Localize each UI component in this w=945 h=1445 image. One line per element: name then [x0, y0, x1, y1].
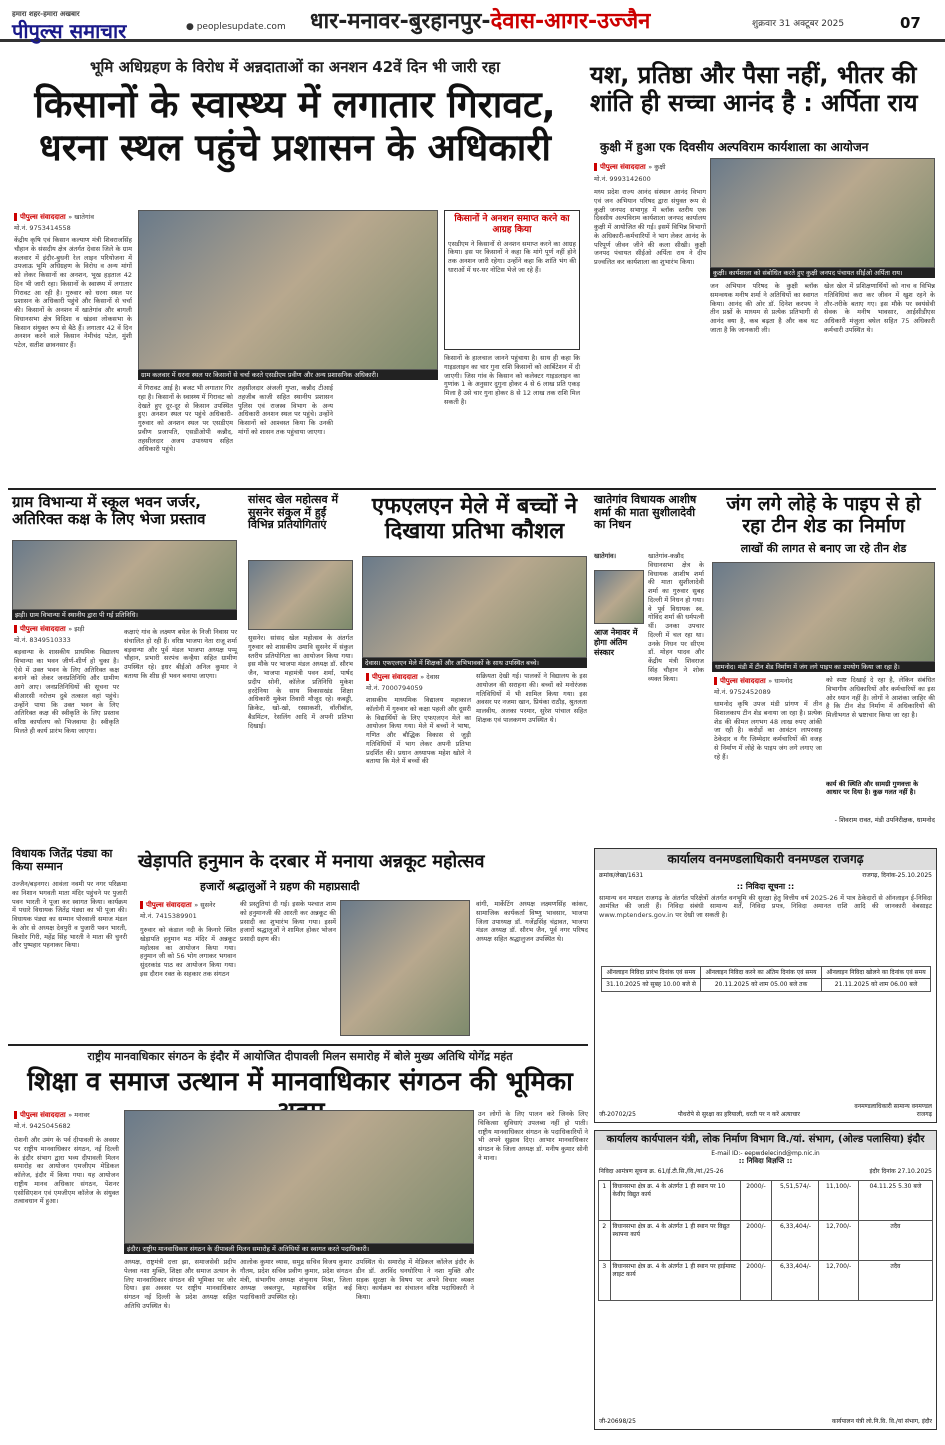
- s9-deck: हजारों श्रद्धालुओं ने ग्रहण की महाप्रसादी: [200, 880, 360, 893]
- lead-kicker: भूमि अधिग्रहण के विरोध में अन्नदाताओं का अनशन 42वें दिन भी जारी रहा: [89, 58, 501, 76]
- tender1-date: राजगढ़, दिनांक-25.10.2025: [862, 872, 932, 879]
- tender1-foot-left: जी-20702/25: [599, 1110, 636, 1118]
- tender2-cell-date: 04.11.25 5.30 बजे: [858, 1181, 932, 1221]
- s10-photo: [124, 1110, 474, 1244]
- tender1-table: [601, 966, 931, 992]
- divider: [8, 1044, 588, 1046]
- s9-photo: [340, 900, 470, 1036]
- lead-headline: किसानों के स्वास्थ्य में लगातार गिरावट, धरना स्थल पहुंचे प्रशासन के अधिकारी: [34, 83, 556, 169]
- s5-caption: देवास। एफएलएन मेले में शिक्षकों और अभिभावकों के साथ उपस्थित बच्चे।: [362, 658, 587, 668]
- story2-caption: कुक्षी। कार्यशाला को संबोधित करते हुए कुक्षी जनपद पंचायत सीईओ अर्पिता राय।: [710, 268, 935, 278]
- lead-col3: तहसीलदार अंजली गुप्ता, कन्नौद टीआई तहजीब काजी सहित स्थानीय प्रशासन पुलिस एवं राजस्व विभाग के अन्य अधिकारी अनशन स्थल पर पहुंचे। उन्होंने किसानों को आश्वस्त किया कि उनकी मांगों को शासन तक पहुंचाया जाएगा।: [238, 384, 333, 436]
- s4-headline: सांसद खेल महोत्सव में सुसनेर संकुल में हुईं विभिन्न प्रतियोगिताएं: [248, 493, 339, 532]
- lead-mobile: मो.नं. 9753414558: [14, 224, 71, 232]
- tender2-cell-no: 3: [599, 1261, 611, 1301]
- tender2-cell-cost: 2000/-: [740, 1261, 772, 1301]
- s5-body: शासकीय माध्यमिक विद्यालय महाकाल कॉलोनी में गुरुवार को कक्षा पहली और दूसरी के विद्यार्थियों के लिए एफएलएन मेले का आयोजन किया गया। मेले में बच्चों ने भाषा, गणित और बौद्धिक विकास से जुड़ी गतिविधियों में भाग लेकर अपनी प्रतिभा प्रदर्शित की। प्रधान अध्यापक महेश खोले ने बताया कि मेले में बच्चों की: [366, 696, 471, 766]
- edition-title: धार-मनावर-बुरहानपुर-देवास-आगर-उज्जैन: [310, 9, 651, 34]
- lead-col2: में गिरावट आई है। बजट भी लगातार गिर रहा है। किसानों के स्वास्थ्य में गिरावट को देखते हुए दूर-दूर से किसान उपस्थित हुए। अनशन स्थल पर पहुंचे अधिकारी- गुरुवार को अनशन स्थल पर एसडीएम प्रवीण प्रजापति, एसडीओपी कन्नौद, तहसीलदार अजय उपाध्याय सहित अधिकारी पहुंचे।: [138, 384, 233, 454]
- tender1-ref: क्रमांक/लेखा/1631: [599, 872, 644, 879]
- masthead: [0, 0, 945, 42]
- s10-col4: उपस्थित थे। समारोह में मेडिकल कॉलेज इंदौर के डीन डॉ. अरविंद घनघोरिया ने नशा मुक्ति और सड़क सुरक्षा के विषय पर अपने विचार व्यक्त किए। कार्यक्रम का संचालन वरिष्ठ पदाधिकारी ने किया।: [356, 1258, 474, 1302]
- lead-photo: [138, 210, 438, 370]
- s3-headline: ग्राम विभान्या में स्कूल भवन जर्जर, अतिरिक्त कक्ष के लिए भेजा प्रस्ताव: [12, 493, 206, 529]
- s7-col2: को स्पष्ट दिखाई दे रहा है, लेकिन संबंधित विभागीय अधिकारियों और कर्मचारियों का इस ओर ध्यान नहीं है। लोगों ने आशंका जाहिर की है कि टीन शेड निर्माण में अधिकारियों की मिलीभगत से भ्रष्टाचार किया जा रहा है।: [826, 676, 935, 720]
- s10-headline: शिक्षा व समाज उत्थान में मानवाधिकार संगठन की भूमिका: [27, 1067, 573, 1097]
- tender2-cell-amt: 6,33,404/-: [772, 1221, 819, 1261]
- tender2-row: [599, 1261, 933, 1301]
- tender2-cell-no: 2: [599, 1221, 611, 1261]
- tender2-notice: :: निविदा विज्ञप्ति ::: [738, 1157, 793, 1165]
- s3-col2: कक्षाएं गांव के लक्ष्मण बघेल के निजी निवास पर संचालित हो रही हैं। वरिष्ठ भाजपा नेता राजू शर्मा बड़वान्या और पूर्व मंडल भाजपा अध्यक्ष पप्पू चौहान, प्रभारी सरपंच कन्हैया सहित ग्रामीण उपस्थित रहे। इधर बीईओ अनिल कुमार ने बताया कि शीघ्र ही भवन बनाया जाएगा।: [124, 628, 237, 680]
- tender1-body: सामान्य वन मण्डल राजगढ़ के अंतर्गत परिक्षेत्रों अंतर्गत वनभूमि की सुरक्षा हेतु वित्तीय वर्ष 2025-26 में पात्र ठेकेदारों से ऑनलाइन ई-निविदा आमंत्रित की जाती हैं। निविदा संबंधी सामान्य शर्तें, निविदा प्रपत्र, निविदा अमानत राशि आदि की जानकारी वेबसाइट www.mptenders.gov.in पर देखी जा सकती है।: [599, 893, 932, 920]
- s10-caption: इंदौर। राष्ट्रीय मानवाधिकार संगठन के दीपावली मिलन समारोह में अतिथियों का स्वागत करते पदाधिकारी।: [124, 1244, 474, 1254]
- story2-byline: पीपुल्स संवाददाता » कुक्षी: [594, 162, 704, 172]
- tender2-foot-right: कार्यपालन यंत्री लो.नि.वि. वि./यां संभाग, इंदौर: [831, 1417, 932, 1425]
- tender2-cell-cost: 2000/-: [740, 1221, 772, 1261]
- divider: [8, 488, 936, 490]
- lead-col4: किसानों के हालचाल जानने पहुंचाया है। साथ ही कहा कि गाइडलाइन का चार गुना राशि किसानों को आर्बिटेशन में दी जाएगी। जिस गांव के किसान को कलेक्टर गाइडलाइन का गुणांक 1 के अनुसार दुगुना होकर 4 से 6 लाख प्रति एकड़ मिला है उसे चार गुना होकर 8 से 12 लाख तक राशि मिल सकती है।: [444, 354, 580, 406]
- story2-mobile: मो.नं. 9993142600: [594, 175, 651, 183]
- tender2-foot-left: जी-20698/25: [599, 1417, 636, 1425]
- s9-headline: खेड़ापति हनुमान के दरबार में मनाया अन्नकूट महोत्सव: [138, 851, 485, 872]
- s9-body: गुरुवार को कंडाल नदी के किनारे स्थित खेड़ापति हनुमान मठ मंदिर में अन्नकूट महोत्सव का आयोजन किया गया। हनुमान जी को 56 भोग लगाकर भगवान सुंदरकांड पाठ का आयोजन किया गया। इस दौरान रक्त के सहकार तक संगठन: [140, 926, 236, 978]
- tender2-title: कार्यालय कार्यपालन यंत्री, लोक निर्माण विभाग वि./यां. संभाग, (ओल्ड पलासिया) इंदौर: [595, 1131, 936, 1150]
- s5-photo: [362, 556, 587, 658]
- s5-headline: एफएलएन मेले में बच्चों ने दिखाया प्रतिभा कौशल: [371, 494, 578, 545]
- lead-caption: ग्राम कलवार में धरना स्थल पर किसानों से चर्चा करते एसडीएम प्रवीण और अन्य प्रशासनिक अधिकारी।: [138, 370, 438, 380]
- s10-body: रोशनी और उमंग के पर्व दीपावली के अवसर पर राष्ट्रीय मानवाधिकार संगठन, नई दिल्ली के इंदौर संभाग द्वारा भव्य दीपावली मिलन समारोह का आयोजन एमजीएम मेडिकल कॉलेज, इंदौर में किया गया। यह आयोजन राष्ट्रीय मानव अधिकार संगठन, पेंशनर एसोसिएशन एवं एमजीएम कॉलेज के संयुक्त तत्वावधान में हुआ।: [14, 1136, 119, 1206]
- s7-quote: कार्य की स्थिति और सामग्री गुणवत्ता के आधार पर दिया है। कुछ गलत नहीं है।: [826, 780, 919, 797]
- tender1-notice: :: निविदा सूचना ::: [736, 881, 795, 891]
- tender2-cell-cost: 2000/-: [740, 1181, 772, 1221]
- s10-mobile: मो.नं. 9425045682: [14, 1122, 71, 1130]
- s5-col2: सक्रियता देखी गई। पालकों ने विद्यालय के इस आयोजन की सराहना की। बच्चों को मनोरंजक गतिविधियों में भी शामिल किया गया। इस अवसर पर नजमा खान, प्रियंका राठौड़, श्रुतलता मालवीय, अलका परमार, सुरेश पांचाल सहित शिक्षक एवं पालकगण उपस्थित थे।: [476, 672, 587, 724]
- s4-photo: [248, 560, 353, 630]
- s10-col3: आलोक कुमार व्यास, समुद्र सचिव विजय कुमार गौतम, प्रदेश सचिव प्रवीण कुमार, प्रदेश संगठन मंत्री, संभागीय अध्यक्ष शंभुनाथ मिश्रा, जिला अध्यक्ष जबलपुर, महासचिव सहित कई पदाधिकारी उपस्थित रहे।: [240, 1258, 352, 1302]
- tender1-v1: 31.10.2025 को सुबह 10.00 बजे से: [602, 979, 701, 992]
- lead-byline: पीपुल्स संवाददाता » खातेगांव: [14, 212, 194, 222]
- s3-caption: झड़ी। ग्राम विभान्या में स्थानीय द्वारा पी गई प्रतिनिधि।: [12, 610, 237, 620]
- tender1-h2: ऑनलाइन निविदा करने का अंतिम दिनांक एवं समय: [701, 966, 822, 979]
- tender2-box: [594, 1130, 937, 1430]
- story2-headline: यश, प्रतिष्ठा और पैसा नहीं, भीतर की शांति ही सच्चा आनंद है : अर्पिता राय: [590, 61, 918, 117]
- s9-mobile: मो.नं. 7415389901: [140, 912, 197, 920]
- tender2-table: [598, 1180, 933, 1301]
- lead-body: केंद्रीय कृषि एवं किसान कल्याण मंत्री शिवराजसिंह चौहान के संसदीय क्षेत्र अंतर्गत देवास जिले के ग्राम कलवार में इंदौर-बुधनी रेल लाइन परियोजना में उपजाऊ भूमि अधिग्रहण के विरोध व अन्य मांगों को लेकर किसानों का अनशन, भूख हड़ताल 42 दिन भी जारी रहा। किसानों के स्वास्थ्य में लगातार गिरावट आ रही है। गुरुवार को धरना स्थल पर प्रशासन के अधिकारी पहुंचे और किसानों से चर्चा की। किसानों के अनशन में खातेगांव और बागली विधानसभा क्षेत्र विदिशा व खंडवा लोकसभा के किसान संयुक्त रूप से बैठे हैं। लगातार 42 वें दिन अनशन करने वाले किसान नेमीचंद पटेल, मुंशी पटेल, सतीश छावनसार हैं।: [14, 236, 132, 350]
- s9-col2: की प्रस्तुतियां दी गई। इसके पश्चात शाम को हनुमानजी की आरती कर अन्नकूट की प्रसादी का शुभारंभ किया गया। इसमें हजारों श्रद्धालुओं ने शामिल होकर भोजन प्रसादी ग्रहण की।: [240, 900, 336, 944]
- tender2-cell-amt: 6,33,404/-: [772, 1261, 819, 1301]
- s6-byline: खातेगांव।: [594, 552, 617, 560]
- s7-byline: पीपुल्स संवाददाता » धामनोद: [714, 676, 793, 686]
- tender2-email: E-mail ID:- eepwdelecind@mp.nic.in: [711, 1149, 820, 1157]
- tender1-h1: ऑनलाइन निविदा प्रारंभ दिनांक एवं समय: [602, 966, 701, 979]
- s3-body: बड़वान्या के शासकीय प्राथमिक विद्यालय विभान्या का भवन जीर्ण-शीर्ण हो चुका है। ऐसे में उक्त भवन के लिए अतिरिक्त कक्ष बनाने को लेकर जनप्रतिनिधि और ग्रामीण आगे आए। जनप्रतिनिधियों की सूचना पर बीआरसी नरोत्तम दुबे तत्काल वहां पहुंचे। उन्होंने पाया कि उक्त भवन के लिए अतिरिक्त कक्ष की स्वीकृति के लिए प्रस्ताव वरिष्ठ कार्यालय को भिजवाया है। स्वीकृति मिलते ही कार्य प्रारंभ किया जाएगा।: [14, 648, 119, 735]
- s6-photo-caption: आज नेमावर में होगा अंतिम संस्कार: [594, 628, 638, 657]
- s3-byline: पीपुल्स संवाददाता » झड़ी: [14, 624, 84, 634]
- sidebox-title: किसानों ने अनशन समाप्त करने का आग्रह किया: [454, 214, 570, 236]
- story2-photo: [710, 158, 935, 268]
- tender1-v3: 21.11.2025 को शाम 06.00 बजे: [822, 979, 931, 992]
- s9-byline: पीपुल्स संवाददाता » सुसनेर: [140, 900, 215, 910]
- s6-headline: खातेगांव विधायक आशीष शर्मा की माता सुशीलादेवी का निधन: [594, 493, 697, 532]
- tender2-cell-date: तदैव: [858, 1261, 932, 1301]
- lead-sidebox: [444, 210, 580, 350]
- tender2-date: इंदौर दिनांक 27.10.2025: [869, 1167, 932, 1175]
- tender2-cell-date: तदैव: [858, 1221, 932, 1261]
- tender2-cell-desc: विधानसभा क्षेत्र क्र. 4 के अंतर्गत 1 ही स्थान पर 10 केवीए विद्युत कार्य: [610, 1181, 740, 1221]
- s7-body: धामनोद कृषि उपज मंडी प्रांगण में तीन विशालकाय टीन शेड बनाया जा रहा है। प्रत्येक शेड की कीमत लगभग 48 लाख रुपए आंकी जा रही है। करोड़ों का आवंटन लापरवाह ठेकेदार व गैर जिम्मेदार कर्मचारियों की वजह से निर्माण में लोहे के पाइप जंग लगे लगाए जा रहे हैं।: [714, 700, 822, 761]
- issue-date: शुक्रवार 31 अक्टूबर 2025: [752, 19, 845, 29]
- tender2-ref: निविदा आमंत्रण सूचना क्र. 61/ई.टी.सि./वि./यां./25-26: [599, 1167, 724, 1175]
- tender1-title: कार्यालय वनमण्डलाधिकारी वनमण्डल राजगढ़: [595, 849, 936, 870]
- tender2-cell-desc: विधानसभा क्षेत्र क्र. 4 के अंतर्गत 1 ही स्थान पर हाईमास्ट लाइट कार्य: [610, 1261, 740, 1301]
- s3-photo: [12, 540, 237, 610]
- s10-kicker: राष्ट्रीय मानवाधिकार संगठन के इंदौर में आयोजित दीपावली मिलन समारोह में बोले मुख्य अतिथि योगेंद्र महंत: [87, 1050, 513, 1063]
- tender2-cell-amt: 5,51,574/-: [772, 1181, 819, 1221]
- s5-mobile: मो.नं. 7000794059: [366, 684, 423, 692]
- s10-col2: अध्यक्ष, राष्ट्रमंत्री दत्ता झा, समाजसेवी प्रदीप पेलवा नशा मुक्ति, शिक्षा और समाज उत्थान के लिए मानवाधिकार संगठन की भूमिका पर जोर दिया। इस अवसर पर राष्ट्रीय मानवाधिकार संगठन नई दिल्ली के प्रदेश अध्यक्ष सहित अतिथि उपस्थित थे।: [124, 1258, 236, 1310]
- tender2-cell-dep: 11,100/-: [819, 1181, 858, 1221]
- tender2-cell-dep: 12,700/-: [819, 1221, 858, 1261]
- s10-byline: पीपुल्स संवाददाता » मनावर: [14, 1110, 90, 1120]
- story2-body: मध्य प्रदेश राज्य आनंद संस्थान आनंद विभाग एवं जन अभियान परिषद द्वारा संयुक्त रूप से कुक्षी जनपद सभागृह में ब्लॉक स्तरीय एक दिवसीय अल्पविराम कार्यशाला जनपद कार्यालय कुक्षी में आयोजित की गई। इसमें विभिन्न विभागों के अधिकारी-कर्मचारियों ने भाग लेकर आनंद के परिपूर्ण जीवन जीने की कला सीखी। कुक्षी जनपद पंचायत सीईओ अर्पिता राय ने दीप प्रज्वलित कर कार्यशाला का शुभारंभ किया।: [594, 188, 706, 267]
- tender2-row: [599, 1221, 933, 1261]
- s6-body: खातेगांव-कन्नौद विधानसभा क्षेत्र के विधायक आशीष शर्मा की माता सुशीलादेवी शर्मा का गुरुवार सुबह दिल्ली में निधन हो गया। वे पूर्व विधायक स्व. गोविंद शर्मा की धर्मपत्नी थीं। उनका उपचार दिल्ली में चल रहा था। उनके निधन पर सीएम डॉ. मोहन यादव और केंद्रीय मंत्री शिवराज सिंह चौहान ने शोक व्यक्त किया।: [648, 552, 704, 683]
- s7-mobile: मो.नं. 9752452089: [714, 688, 771, 696]
- tender1-box: [594, 848, 937, 1123]
- website-url[interactable]: ● peoplesupdate.com: [186, 22, 286, 32]
- tender1-h3: ऑनलाइन निविदा खोलने का दिनांक एवं समय: [822, 966, 931, 979]
- s7-caption: धामनोद। मंडी में टीन शेड निर्माण में जंग लगे पाइप का उपयोग किया जा रहा है।: [712, 662, 935, 672]
- newspaper-logo: हमारा शहर-हमारा अखबार पीपुल्स समाचार: [12, 10, 127, 43]
- s9-col3: वांगी, मार्केटिंग अध्यक्ष लक्ष्मणसिंह कांकर, सामाजिक कार्यकर्ता विष्णु भावसार, भाजपा जिला उपाध्यक्ष डॉ. गजेंद्रसिंह चंद्रावत, भाजपा मंडल अध्यक्ष डॉ. सौरभ जैन, पूर्व नगर परिषद अध्यक्ष सहित श्रद्धालुजन उपस्थित थे।: [476, 900, 588, 944]
- s5-byline: पीपुल्स संवाददाता » देवास: [366, 672, 439, 682]
- s4-body: सुसनेर। सांसद खेल महोत्सव के अंतर्गत गुरुवार को शासकीय उमावि सुसनेर में संकुल स्तरीय प्रतियोगिता का आयोजन किया गया। इस मौके पर भाजपा मंडल अध्यक्ष डॉ. सौरभ जैन, भाजपा महामंत्री पवन शर्मा, पार्षद प्रदीप सोनी, कॉलेज प्रतिनिधि मुकेश हरदेनिया के साथ विकासखंड शिक्षा अधिकारी मुकेश तिवारी मौजूद रहे। कबड्डी, क्रिकेट, खो-खो, रस्साकशी, वॉलीबॉल, बैडमिंटन, रेसलिंग आदि में अपनी प्रतिभा दिखाई।: [248, 634, 353, 730]
- s8-headline: विधायक जितेंद्र पंड्या का किया सम्मान: [12, 847, 113, 873]
- story2-col3: खेल खेल में प्रशिक्षणार्थियों को नाच व विभिन्न गतिविधियां करा कर जीवन में खुश रहने के तौर-तरीके बताए गए। इस मौके पर स्वयंसेवी सेवक के मनीष भावसार, आईसीडीएस अधिकारी मंजुला बघेल सहित 75 अधिकारी कर्मचारी उपस्थित थे।: [824, 282, 935, 334]
- tender1-v2: 20.11.2025 को शाम 05.00 बजे तक: [701, 979, 822, 992]
- s7-deck: लाखों की लागत से बनाए जा रहे तीन शेड: [740, 542, 907, 555]
- tender2-cell-desc: विधानसभा क्षेत्र क्र. 4 के अंतर्गत 1 ही स्थान पर विद्युत स्थापना कार्य: [610, 1221, 740, 1261]
- s3-mobile: मो.नं. 8349510333: [14, 636, 71, 644]
- sidebox-body: एसडीएम ने किसानों से अनशन समाप्त करने का आग्रह किया। इस पर किसानों ने कहा कि मांगे पूर्ण नहीं होने तक अनशन जारी रहेगा। उन्होंने कहा कि शांति भंग की धाराओं में घर-घर नोटिस भेजे जा रहे हैं।: [448, 239, 576, 274]
- tender2-cell-dep: 12,700/-: [819, 1261, 858, 1301]
- s10-col5: उन लोगों के लिए पालन करे जिनके लिए चिकित्सा सुविधाएं उपलब्ध नहीं हो पाती। राष्ट्रीय मानवाधिकार संगठन के पदाधिकारियों ने भी अपने सुझाव दिए। आभार मानवाधिकार संगठन के जिला अध्यक्ष डॉ. मनीष कुमार सोनी ने माना।: [478, 1110, 588, 1162]
- s8-body: उज्जैन/बड़नगर। आवंला नवमी पर नगर परिक्रमा का निशान भगवती माता मंदिर पहुंचने पर पुजारी पवन भारती ने पूजा कर स्वागत किया। कार्यक्रम में पधारे विधायक जितेंद्र पंड्या का भी पूजा की। विधायक पंड्या का सम्मान पोरवाली समाज मंडल के ओर से अध्यक्ष देवपुरी व पुजारी पवन भारती, किशोर गिरी, महेंद्र सिंह भारती ने माता की चुनरी और पुष्पहार पहनाकर किया।: [12, 880, 127, 950]
- s7-quote-by: - शिवराम रावत, मंडी उपनिरीक्षक, धामनोद: [834, 816, 935, 824]
- page-number: 07: [900, 14, 921, 32]
- s7-photo: [712, 562, 935, 662]
- tender2-cell-no: 1: [599, 1181, 611, 1221]
- story2-col2: जन अभियान परिषद के कुक्षी ब्लॉक समन्वयक मनीष शर्मा ने अतिथियों का स्वागत किया। आनंद की ओर डॉ. दिनेश करपय ने तीन प्रश्नों के माध्यम से प्रत्येक प्रतिभागी से आनंद क्या है, कब बढ़ता है और कब घट जाता है कि जानकारी ली।: [710, 282, 818, 334]
- tender1-foot-right: वनमण्डलाधिकारी सामान्य वनमण्डल राजगढ़: [854, 1103, 932, 1118]
- tender2-row: [599, 1181, 933, 1221]
- s7-headline: जंग लगे लोहे के पाइप से हो रहा टीन शेड का निर्माण: [726, 493, 921, 537]
- tender1-foot-mid: पौधरोपे से सुरक्षा का हरियाली, धरती पर न करें अत्याचार: [677, 1110, 801, 1118]
- s6-photo: [594, 570, 644, 624]
- story2-deck: कुक्षी में हुआ एक दिवसीय अल्पविराम कार्यशाला का आयोजन: [600, 140, 869, 154]
